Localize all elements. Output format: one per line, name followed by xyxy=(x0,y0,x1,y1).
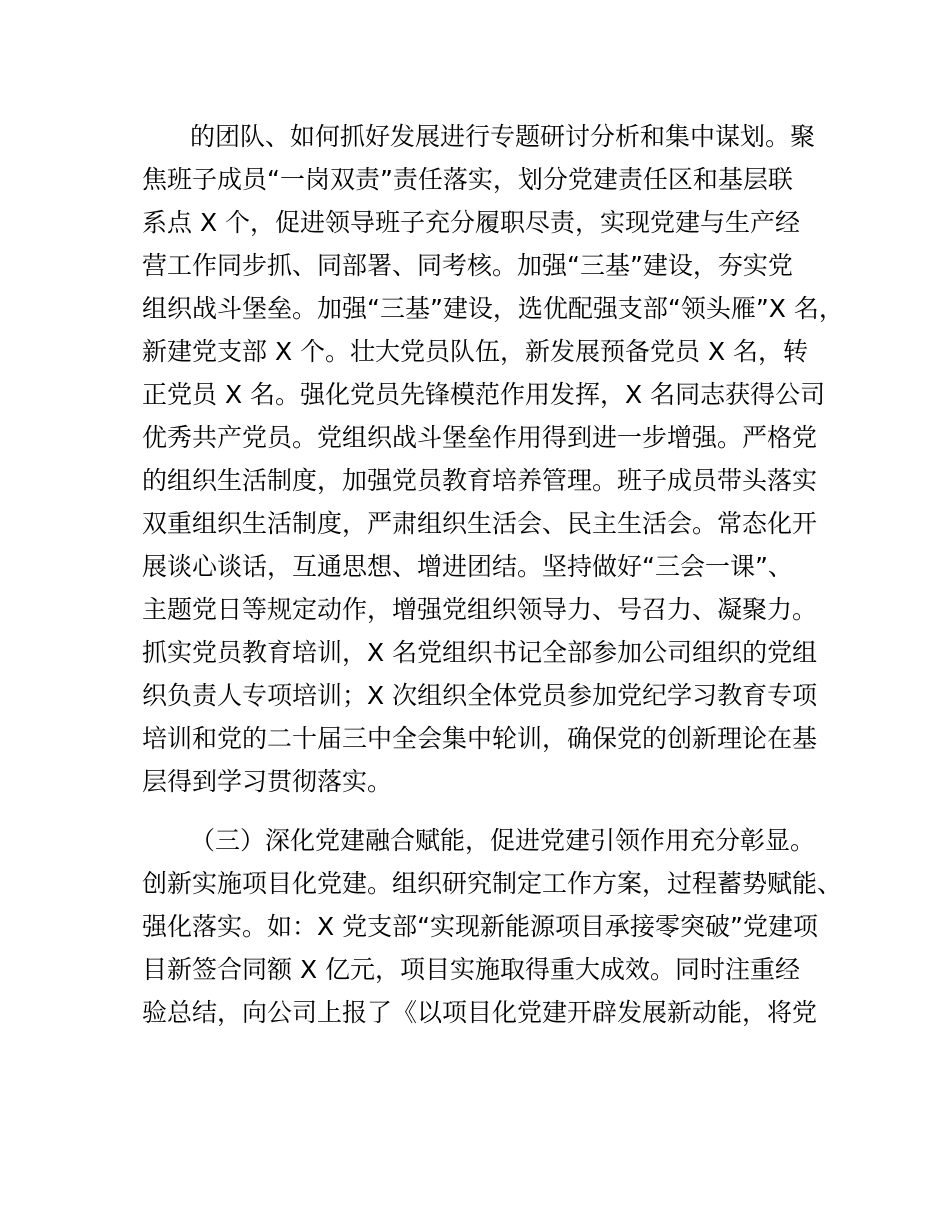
paragraph-line: 营工作同步抓、同部署、同考核。加强“三基”建设，夯实党 xyxy=(142,251,793,280)
paragraph-line: 正党员 X 名。强化党员先锋模范作用发挥，X 名同志获得公司 xyxy=(142,380,826,409)
paragraph-line: 强化落实。如：X 党支部“实现新能源项目承接零突破”党建项 xyxy=(142,912,818,941)
paragraph-line: 层得到学习贯彻落实。 xyxy=(142,767,393,796)
paragraph-line: 展谈心谈话，互通思想、增进团结。坚持做好“三会一课”、 xyxy=(142,552,793,581)
paragraph-line: 验总结，向公司上报了《以项目化党建开辟发展新动能，将党 xyxy=(142,998,818,1027)
paragraph-line: 培训和党的二十届三中全会集中轮训，确保党的创新理论在基 xyxy=(142,724,818,753)
paragraph-line: 双重组织生活制度，严肃组织生活会、民主生活会。常态化开 xyxy=(142,509,818,538)
paragraph-line: 的组织生活制度，加强党员教育培养管理。班子成员带头落实 xyxy=(142,466,818,495)
paragraph-line: 目新签合同额 X 亿元，项目实施取得重大成效。同时注重经 xyxy=(142,955,801,984)
paragraph-line: 织负责人专项培训；X 次组织全体党员参加党纪学习教育专项 xyxy=(142,681,818,710)
paragraph-line: 优秀共产党员。党组织战斗堡垒作用得到进一步增强。严格党 xyxy=(142,423,818,452)
paragraph-line: 焦班子成员“一岗双责”责任落实，划分党建责任区和基层联 xyxy=(142,165,793,194)
paragraph-line: 组织战斗堡垒。加强“三基”建设，选优配强支部“领头雁”X 名， xyxy=(142,294,844,323)
paragraph-line: 创新实施项目化党建。组织研究制定工作方案，过程蓄势赋能、 xyxy=(142,869,843,898)
paragraph-line: 系点 X 个，促进领导班子充分履职尽责，实现党建与生产经 xyxy=(142,208,801,237)
paragraph-line: 新建党支部 X 个。壮大党员队伍，新发展预备党员 X 名，转 xyxy=(142,337,809,366)
section-heading-line: （三）深化党建融合赋能，促进党建引领作用充分彰显。 xyxy=(190,826,816,855)
paragraph-line: 的团队、如何抓好发展进行专题研讨分析和集中谋划。聚 xyxy=(190,122,816,151)
paragraph-line: 抓实党员教育培训，X 名党组织书记全部参加公司组织的党组 xyxy=(142,638,818,667)
paragraph-line: 主题党日等规定动作，增强党组织领导力、号召力、凝聚力。 xyxy=(142,595,818,624)
